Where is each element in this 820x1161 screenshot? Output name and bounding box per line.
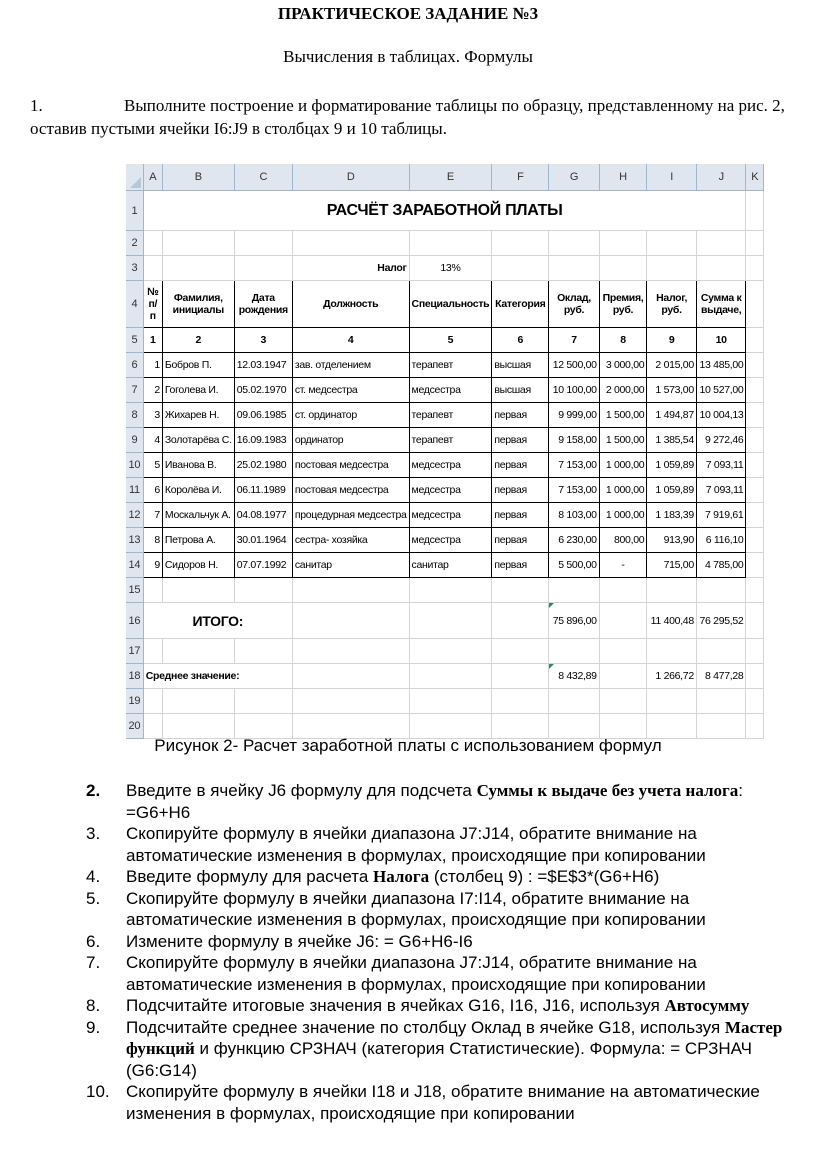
row-header[interactable]: 19 (126, 689, 143, 714)
cell[interactable] (409, 664, 492, 689)
tax-rate-cell[interactable]: 13% (409, 256, 492, 281)
cell-num[interactable]: 9 (143, 553, 162, 578)
step-text: Скопируйте формулу в ячейки диапазона I7:I14, обратите внимание на автоматические изменения в формулах, происходящие при копировании (126, 888, 706, 929)
cell-tax[interactable]: 1 385,54 (647, 428, 697, 453)
cell-tax[interactable]: 2 015,00 (647, 353, 697, 378)
cell[interactable] (746, 191, 764, 231)
cell-dob[interactable]: 05.02.1970 (234, 378, 292, 403)
cell[interactable] (746, 256, 764, 281)
cell-num[interactable]: 7 (143, 503, 162, 528)
cell[interactable] (409, 714, 492, 739)
cell-tax[interactable]: 715,00 (647, 553, 697, 578)
task-1 (30, 94, 820, 140)
tax-label-cell[interactable]: Налог (292, 256, 409, 281)
cell[interactable] (746, 503, 764, 528)
column-number-cell[interactable]: 8 (599, 328, 647, 353)
cell[interactable] (409, 231, 492, 256)
step-number: 8. (86, 996, 101, 1015)
cell[interactable] (696, 689, 746, 714)
cell[interactable] (647, 639, 697, 664)
col-header[interactable]: H (599, 164, 647, 191)
cell[interactable] (549, 639, 599, 664)
cell-bonus[interactable]: - (599, 553, 647, 578)
cell-position[interactable]: постовая медсестра (292, 478, 409, 503)
row-header[interactable]: 6 (126, 353, 143, 378)
step-text: Скопируйте формулу в ячейки I18 и J18, обратите внимание на автоматические изменения в формулах, происходящие при копировании (126, 1082, 760, 1123)
cell-salary[interactable]: 5 500,00 (549, 553, 599, 578)
cell-speciality[interactable]: медсестра (409, 378, 492, 403)
col-header[interactable]: G (549, 164, 599, 191)
cell[interactable] (292, 603, 409, 639)
step-text-after: (столбец 9) : =$E$3*(G6+H6) (429, 867, 660, 886)
cell-tax[interactable]: 1 059,89 (647, 478, 697, 503)
cell-position[interactable]: ст. медсестра (292, 378, 409, 403)
table-row (126, 353, 764, 378)
cell[interactable] (746, 328, 764, 353)
cell[interactable] (746, 378, 764, 403)
cell-salary[interactable]: 7 153,00 (549, 478, 599, 503)
cell[interactable] (162, 231, 234, 256)
cell-name[interactable]: Бобров П. (162, 353, 234, 378)
row-header[interactable]: 11 (126, 478, 143, 503)
page-subtitle: Вычисления в таблицах. Формулы (283, 47, 533, 66)
cell-total[interactable]: 4 785,00 (696, 553, 746, 578)
cell-bonus[interactable]: 1 500,00 (599, 403, 647, 428)
cell[interactable] (143, 231, 162, 256)
column-header-row (126, 164, 764, 191)
cell[interactable] (492, 256, 549, 281)
row-header[interactable]: 17 (126, 639, 143, 664)
cell[interactable] (292, 231, 409, 256)
cell-salary[interactable]: 12 500,00 (549, 353, 599, 378)
column-number-cell[interactable]: 1 (143, 328, 162, 353)
cell-num[interactable]: 5 (143, 453, 162, 478)
cell-category[interactable]: высшая (492, 378, 549, 403)
cell[interactable] (599, 714, 647, 739)
cell[interactable] (292, 639, 409, 664)
row-header[interactable]: 13 (126, 528, 143, 553)
cell-name[interactable]: Петрова А. (162, 528, 234, 553)
cell[interactable] (409, 639, 492, 664)
itogo-total-cell[interactable]: 76 295,52 (696, 603, 746, 639)
cell[interactable] (746, 603, 764, 639)
step-text: Измените формулу в ячейке J6: = G6+H6-I6 (126, 931, 473, 951)
column-number-cell[interactable]: 10 (696, 328, 746, 353)
cell-category[interactable]: первая (492, 503, 549, 528)
cell[interactable] (696, 714, 746, 739)
cell[interactable] (492, 664, 549, 689)
table-row (126, 503, 764, 528)
list-item (86, 823, 811, 866)
cell-position[interactable]: постовая медсестра (292, 453, 409, 478)
cell[interactable] (696, 231, 746, 256)
row-header[interactable]: 15 (126, 578, 143, 603)
step-text: Скопируйте формулу в ячейки диапазона J7:J14, обратите внимание на автоматические изменения в формулах, происходящие при копировании (126, 824, 706, 865)
cell[interactable] (599, 256, 647, 281)
cell[interactable] (292, 714, 409, 739)
cell-name[interactable]: Гоголева И. (162, 378, 234, 403)
cell[interactable] (292, 664, 409, 689)
row-header[interactable]: 16 (126, 603, 143, 639)
cell-tax[interactable]: 1 183,39 (647, 503, 697, 528)
cell-name[interactable]: Золотарёва С. (162, 428, 234, 453)
col-header[interactable]: E (409, 164, 492, 191)
cell[interactable] (746, 231, 764, 256)
cell-position[interactable]: ст. ординатор (292, 403, 409, 428)
column-number-cell[interactable]: 3 (234, 328, 292, 353)
row-header[interactable]: 20 (126, 714, 143, 739)
cell-category[interactable]: первая (492, 553, 549, 578)
sheet-table-title[interactable]: РАСЧЁТ ЗАРАБОТНОЙ ПЛАТЫ (143, 191, 746, 231)
cell[interactable] (409, 689, 492, 714)
step-bold-text: Суммы к выдаче без учета налога (476, 781, 739, 800)
cell[interactable] (746, 714, 764, 739)
cell-salary[interactable]: 9 999,00 (549, 403, 599, 428)
col-header[interactable]: D (292, 164, 409, 191)
cell-dob[interactable]: 16.09.1983 (234, 428, 292, 453)
cell[interactable] (746, 403, 764, 428)
cell[interactable] (549, 256, 599, 281)
cell-total[interactable]: 7 093,11 (696, 453, 746, 478)
cell-tax[interactable]: 1 573,00 (647, 378, 697, 403)
cell[interactable] (746, 478, 764, 503)
list-item (86, 780, 811, 823)
cell-total[interactable]: 13 485,00 (696, 353, 746, 378)
cell-position[interactable]: процедурная медсестра (292, 503, 409, 528)
list-item (86, 952, 811, 995)
cell[interactable] (746, 639, 764, 664)
step-text: Скопируйте формулу в ячейки диапазона J7:J14, обратите внимание на автоматические изменения в формулах, происходящие при копировании (126, 953, 706, 994)
cell[interactable] (143, 714, 162, 739)
cell[interactable] (599, 603, 647, 639)
header-cell-tax[interactable]: Налог, руб. (647, 281, 697, 328)
column-number-cell[interactable]: 2 (162, 328, 234, 353)
average-label[interactable]: Среднее значение: (143, 664, 292, 689)
cell[interactable] (162, 639, 234, 664)
header-cell-name[interactable]: Фамилия, инициалы (162, 281, 234, 328)
header-cell-total[interactable]: Сумма к выдаче, (696, 281, 746, 328)
col-header[interactable]: K (746, 164, 764, 191)
cell[interactable] (162, 689, 234, 714)
row-header[interactable]: 3 (126, 256, 143, 281)
cell-speciality[interactable]: медсестра (409, 453, 492, 478)
header-cell-salary[interactable]: Оклад, руб. (549, 281, 599, 328)
cell[interactable] (696, 578, 746, 603)
cell-name[interactable]: Иванова В. (162, 453, 234, 478)
cell[interactable] (746, 453, 764, 478)
table-row (126, 403, 764, 428)
table-row (126, 528, 764, 553)
cell[interactable] (492, 603, 549, 639)
cell[interactable] (746, 578, 764, 603)
task-1-number: 1. (30, 96, 43, 115)
step-text: Введите в ячейку J6 формулу для подсчета (126, 781, 477, 800)
cell-dob[interactable]: 25.02.1980 (234, 453, 292, 478)
average-tax-cell[interactable]: 1 266,72 (647, 664, 697, 689)
cell-speciality[interactable]: терапевт (409, 353, 492, 378)
cell[interactable] (292, 578, 409, 603)
table-row (126, 453, 764, 478)
cell[interactable] (647, 256, 697, 281)
cell-bonus[interactable]: 800,00 (599, 528, 647, 553)
row-header[interactable]: 5 (126, 328, 143, 353)
cell[interactable] (162, 714, 234, 739)
col-header[interactable]: C (234, 164, 292, 191)
cell-bonus[interactable]: 1 000,00 (599, 478, 647, 503)
row-header[interactable]: 2 (126, 231, 143, 256)
cell[interactable] (599, 231, 647, 256)
cell-bonus[interactable]: 1 000,00 (599, 453, 647, 478)
step-number: 9. (86, 1017, 101, 1037)
cell-num[interactable]: 8 (143, 528, 162, 553)
step-text-after: и функцию СРЗНАЧ (категория Статистические). Формула: = СРЗНАЧ (G6:G14) (126, 1039, 752, 1080)
cell[interactable] (162, 578, 234, 603)
cell[interactable] (599, 664, 647, 689)
cell-speciality[interactable]: санитар (409, 553, 492, 578)
cell[interactable] (492, 578, 549, 603)
column-number-cell[interactable]: 9 (647, 328, 697, 353)
page-title: ПРАКТИЧЕСКОЕ ЗАДАНИЕ №3 (277, 4, 539, 23)
cell[interactable] (549, 231, 599, 256)
row-header[interactable]: 12 (126, 503, 143, 528)
itogo-tax-cell[interactable]: 11 400,48 (647, 603, 697, 639)
table-row (126, 478, 764, 503)
row-header[interactable]: 9 (126, 428, 143, 453)
itogo-salary-cell[interactable]: 75 896,00 (549, 603, 599, 639)
cell-bonus[interactable]: 2 000,00 (599, 378, 647, 403)
cell-num[interactable]: 4 (143, 428, 162, 453)
cell[interactable] (746, 664, 764, 689)
step-number: 2. (86, 781, 101, 800)
cell-total[interactable]: 6 116,10 (696, 528, 746, 553)
figure-caption: Рисунок 2- Расчет заработной платы с использованием формул (154, 736, 662, 755)
cell-position[interactable]: ординатор (292, 428, 409, 453)
cell[interactable] (647, 689, 697, 714)
row-header[interactable]: 14 (126, 553, 143, 578)
header-cell-bonus[interactable]: Премия, руб. (599, 281, 647, 328)
cell-position[interactable]: зав. отделением (292, 353, 409, 378)
cell[interactable] (143, 639, 162, 664)
cell-position[interactable]: сестра- хозяйка (292, 528, 409, 553)
steps-list (86, 780, 811, 1124)
cell-name[interactable]: Сидоров Н. (162, 553, 234, 578)
cell[interactable] (746, 553, 764, 578)
itogo-label[interactable]: ИТОГО: (143, 603, 292, 639)
cell[interactable] (746, 353, 764, 378)
task-1-text: Выполните построение и форматирование таблицы по образцу, представленному на рис. 2, оставив пустыми ячейки I6:J9 в столбцах 9 и 10 таблицы. (30, 96, 785, 138)
cell-dob[interactable]: 06.11.1989 (234, 478, 292, 503)
cell-dob[interactable]: 12.03.1947 (234, 353, 292, 378)
col-header[interactable]: J (696, 164, 746, 191)
cell[interactable] (234, 689, 292, 714)
cell-category[interactable]: первая (492, 528, 549, 553)
step-bold-text: Автосумму (664, 996, 750, 1015)
cell-category[interactable]: высшая (492, 353, 549, 378)
cell[interactable] (492, 639, 549, 664)
cell-total[interactable]: 7 919,61 (696, 503, 746, 528)
header-cell-num[interactable]: № п/п (143, 281, 162, 328)
list-item (86, 1017, 811, 1082)
row-header[interactable]: 7 (126, 378, 143, 403)
list-item (86, 931, 811, 953)
cell[interactable] (647, 578, 697, 603)
cell[interactable] (599, 639, 647, 664)
cell-bonus[interactable]: 1 000,00 (599, 503, 647, 528)
header-cell-category[interactable]: Категория (492, 281, 549, 328)
cell-tax[interactable]: 1 059,89 (647, 453, 697, 478)
average-salary-cell[interactable]: 8 432,89 (549, 664, 599, 689)
row-header[interactable]: 4 (126, 281, 143, 328)
step-number: 6. (86, 931, 101, 951)
cell-total[interactable]: 10 004,13 (696, 403, 746, 428)
cell-speciality[interactable]: медсестра (409, 478, 492, 503)
header-cell-position[interactable]: Должность (292, 281, 409, 328)
cell-salary[interactable]: 6 230,00 (549, 528, 599, 553)
col-header[interactable]: F (492, 164, 549, 191)
cell[interactable] (143, 578, 162, 603)
row-header[interactable]: 18 (126, 664, 143, 689)
cell[interactable] (492, 231, 549, 256)
cell-speciality[interactable]: терапевт (409, 403, 492, 428)
row-header[interactable]: 1 (126, 191, 143, 231)
cell[interactable] (492, 714, 549, 739)
step-number: 4. (86, 867, 101, 886)
header-cell-speciality[interactable]: Специальность (409, 281, 492, 328)
cell[interactable] (549, 578, 599, 603)
cell-category[interactable]: первая (492, 453, 549, 478)
cell-speciality[interactable]: терапевт (409, 428, 492, 453)
cell-speciality[interactable]: медсестра (409, 503, 492, 528)
cell-name[interactable]: Москальчук А. (162, 503, 234, 528)
cell-salary[interactable]: 9 158,00 (549, 428, 599, 453)
step-bold-text: Налога (373, 867, 430, 886)
step-number: 5. (86, 888, 101, 908)
row-header[interactable]: 8 (126, 403, 143, 428)
step-number: 3. (86, 824, 101, 843)
cell[interactable] (234, 578, 292, 603)
step-bold-text: Мастер функций (126, 1017, 783, 1058)
cell-total[interactable]: 9 272,46 (696, 428, 746, 453)
step-text: Подсчитайте итоговые значения в ячейках G16, I16, J16, используя (126, 996, 665, 1015)
select-all-corner[interactable] (126, 164, 143, 191)
cell[interactable] (234, 714, 292, 739)
spreadsheet-figure (126, 164, 764, 732)
cell-category[interactable]: первая (492, 428, 549, 453)
cell-tax[interactable]: 1 494,87 (647, 403, 697, 428)
cell[interactable] (143, 689, 162, 714)
cell[interactable] (647, 714, 697, 739)
table-row (126, 553, 764, 578)
cell[interactable] (234, 231, 292, 256)
cell-name[interactable]: Королёва И. (162, 478, 234, 503)
column-number-cell[interactable]: 5 (409, 328, 492, 353)
cell-dob[interactable]: 07.07.1992 (234, 553, 292, 578)
cell-dob[interactable]: 30.01.1964 (234, 528, 292, 553)
cell[interactable] (143, 256, 162, 281)
cell[interactable] (409, 603, 492, 639)
col-header[interactable]: I (647, 164, 697, 191)
header-cell-dob[interactable]: Дата рождения (234, 281, 292, 328)
step-text: Введите формулу для расчета (126, 867, 373, 886)
cell-salary[interactable]: 10 100,00 (549, 378, 599, 403)
cell-num[interactable]: 6 (143, 478, 162, 503)
cell-category[interactable]: первая (492, 478, 549, 503)
step-number: 7. (86, 953, 101, 972)
step-text-after: : =G6+H6 (126, 781, 743, 822)
cell-tax[interactable]: 913,90 (647, 528, 697, 553)
column-number-cell[interactable]: 6 (492, 328, 549, 353)
cell-bonus[interactable]: 1 500,00 (599, 428, 647, 453)
cell[interactable] (746, 528, 764, 553)
list-item (86, 995, 811, 1017)
cell-speciality[interactable]: медсестра (409, 528, 492, 553)
cell[interactable] (492, 689, 549, 714)
cell-num[interactable]: 3 (143, 403, 162, 428)
cell[interactable] (292, 689, 409, 714)
list-item (86, 1081, 811, 1124)
step-number: 10. (86, 1082, 110, 1101)
cell-salary[interactable]: 8 103,00 (549, 503, 599, 528)
step-text: Подсчитайте среднее значение по столбцу Оклад в ячейке G18, используя (126, 1017, 725, 1037)
cell-dob[interactable]: 09.06.1985 (234, 403, 292, 428)
col-header[interactable]: A (143, 164, 162, 191)
col-header[interactable]: B (162, 164, 234, 191)
cell[interactable] (647, 231, 697, 256)
cell[interactable] (409, 578, 492, 603)
table-row (126, 428, 764, 453)
salary-spreadsheet (126, 164, 764, 739)
cell[interactable] (746, 281, 764, 328)
list-item (86, 866, 811, 888)
column-number-cell[interactable]: 4 (292, 328, 409, 353)
table-row (126, 378, 764, 403)
cell-num[interactable]: 1 (143, 353, 162, 378)
cell-position[interactable]: санитар (292, 553, 409, 578)
row-header[interactable]: 10 (126, 453, 143, 478)
cell[interactable] (549, 689, 599, 714)
column-number-cell[interactable]: 7 (549, 328, 599, 353)
cell[interactable] (746, 689, 764, 714)
cell-name[interactable]: Жихарев Н. (162, 403, 234, 428)
list-item (86, 888, 811, 931)
cell[interactable] (549, 714, 599, 739)
cell[interactable] (599, 689, 647, 714)
cell-num[interactable]: 2 (143, 378, 162, 403)
cell-category[interactable]: первая (492, 403, 549, 428)
cell[interactable] (234, 256, 292, 281)
cell[interactable] (599, 578, 647, 603)
average-total-cell[interactable]: 8 477,28 (696, 664, 746, 689)
cell-total[interactable]: 10 527,00 (696, 378, 746, 403)
cell[interactable] (234, 639, 292, 664)
cell-dob[interactable]: 04.08.1977 (234, 503, 292, 528)
cell[interactable] (162, 256, 234, 281)
cell[interactable] (746, 428, 764, 453)
cell-salary[interactable]: 7 153,00 (549, 453, 599, 478)
cell[interactable] (696, 639, 746, 664)
cell[interactable] (696, 256, 746, 281)
cell-bonus[interactable]: 3 000,00 (599, 353, 647, 378)
cell-total[interactable]: 7 093,11 (696, 478, 746, 503)
